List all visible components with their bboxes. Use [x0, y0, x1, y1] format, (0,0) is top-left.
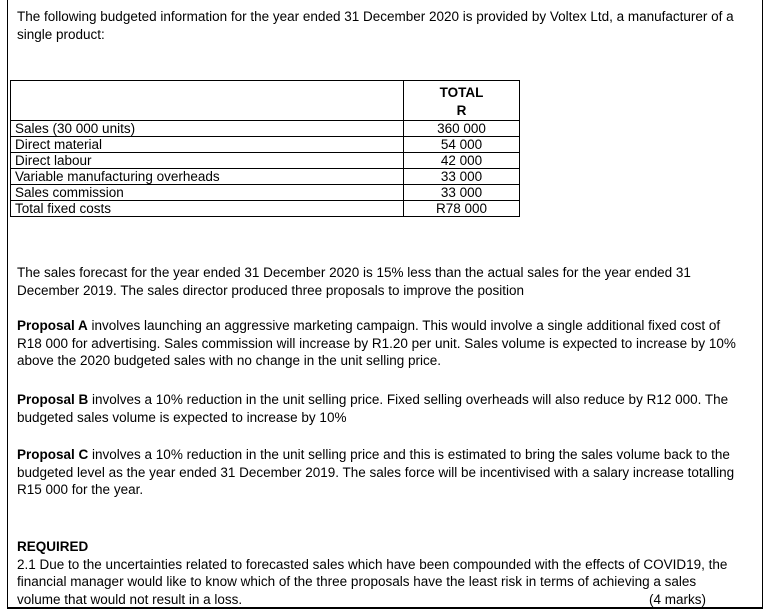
table-header-row: [11, 81, 520, 121]
table-row: [11, 121, 520, 137]
proposal-c-text: involves a 10% reduction in the unit selling price and this is estimated to bring the sales volume back to the budgeted level as the year ended 31 December 2019. The sales force will be incentivised with a salary increase totalling R15 000 for the year.: [17, 447, 735, 497]
table-row: [11, 185, 520, 201]
row-value: 54 000: [404, 137, 520, 153]
required-section: [17, 538, 737, 608]
intro-paragraph: The following budgeted information for the year ended 31 December 2020 is provided by Voltex Ltd, a manufacturer of a single product:: [17, 9, 734, 42]
proposal-b-paragraph: [17, 391, 737, 426]
header-total-cell: [404, 81, 520, 121]
row-label: Direct labour: [11, 153, 404, 169]
required-question: 2.1 Due to the uncertainties related to forecasted sales which have been compounded with the effects of COVID19, the financial manager would like to know which of the three proposals have the least risk in terms of achieving a sales volume that would not result in a loss.: [17, 556, 728, 607]
row-label: Variable manufacturing overheads: [11, 169, 404, 185]
header-currency: R: [456, 103, 467, 118]
row-value: R78 000: [404, 201, 520, 217]
proposal-a-title: Proposal A: [17, 318, 88, 333]
row-label: Sales commission: [11, 185, 404, 201]
proposal-c-paragraph: [17, 446, 737, 499]
required-heading: REQUIRED: [17, 539, 89, 554]
row-value: 33 000: [404, 185, 520, 201]
marks-label: (4 marks): [649, 591, 706, 607]
required-question-block: [17, 556, 737, 609]
proposal-b-title: Proposal B: [17, 392, 89, 407]
budget-table: [10, 80, 520, 217]
row-label: Total fixed costs: [11, 201, 404, 217]
forecast-paragraph: The sales forecast for the year ended 31 December 2020 is 15% less than the actual sales for the year ended 31 December 2019. The sales director produced three proposals to improve the position: [17, 265, 691, 298]
row-value: 360 000: [404, 121, 520, 137]
row-label: Direct material: [11, 137, 404, 153]
row-value: 42 000: [404, 153, 520, 169]
header-total: TOTAL: [439, 85, 484, 100]
table-row: [11, 169, 520, 185]
proposal-c-title: Proposal C: [17, 447, 89, 462]
table-row: [11, 153, 520, 169]
header-label-cell: [11, 81, 404, 121]
proposal-a-paragraph: [17, 317, 737, 370]
table-row: [11, 201, 520, 217]
row-value: 33 000: [404, 169, 520, 185]
row-label: Sales (30 000 units): [11, 121, 404, 137]
proposal-b-text: involves a 10% reduction in the unit selling price. Fixed selling overheads will also reduce by R12 000. The budgeted sales volume is expected to increase by 10%: [17, 392, 729, 425]
proposal-a-text: involves launching an aggressive marketing campaign. This would involve a single additional fixed cost of R18 000 for advertising. Sales commission will increase by R1.20 per unit. Sales volume is expected to increase by 10% above the 2020 budgeted sales with no change in the unit selling price.: [17, 318, 736, 368]
table-row: [11, 137, 520, 153]
